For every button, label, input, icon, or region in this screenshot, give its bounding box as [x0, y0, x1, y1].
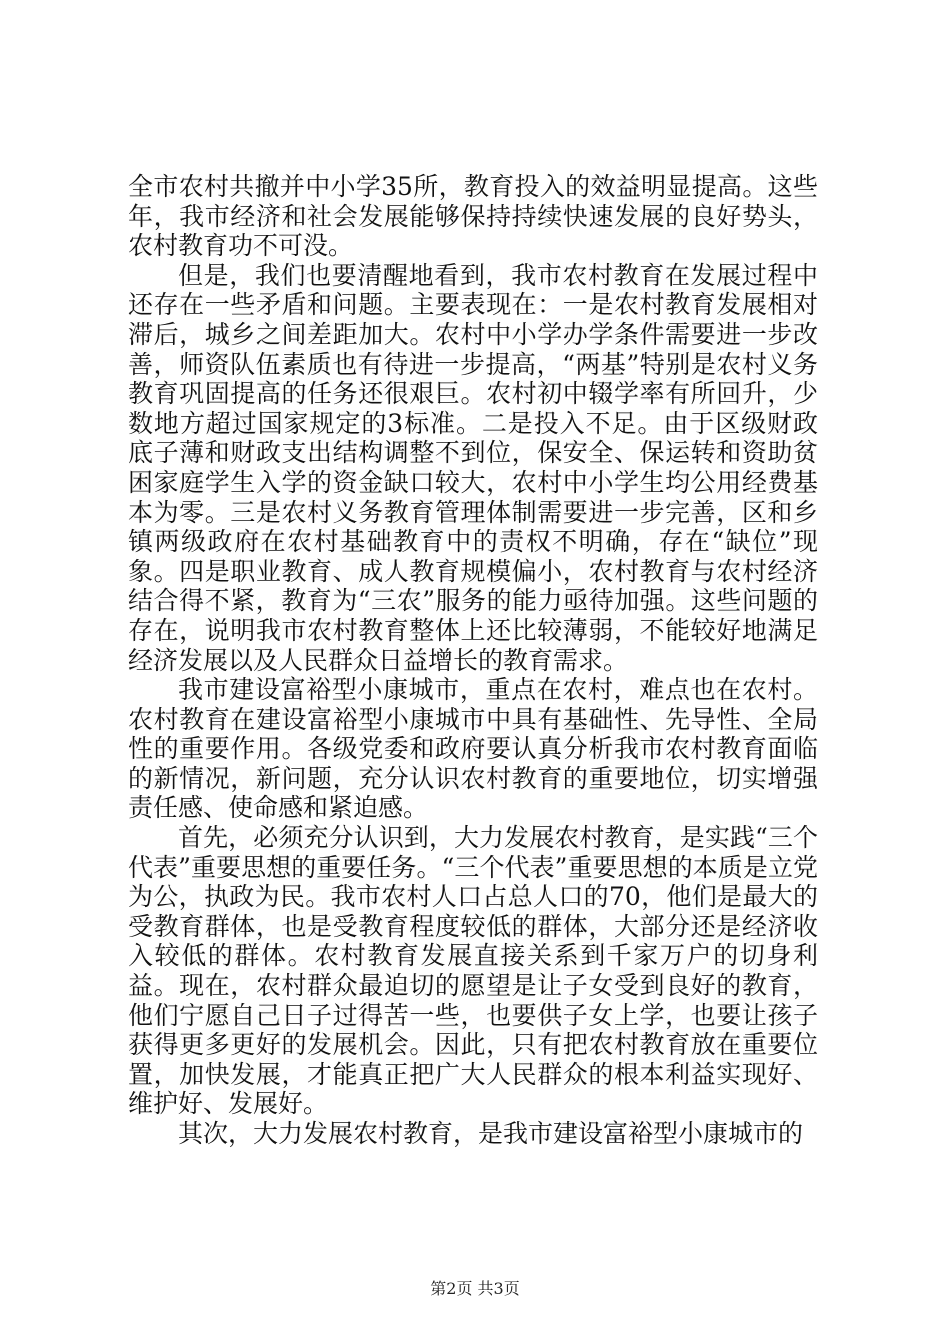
- paragraph-2: 但是，我们也要清醒地看到，我市农村教育在发展过程中还存在一些矛盾和问题。主要表现在：一是农村教育发展相对滞后，城乡之间差距加大。农村中小学办学条件需要进一步改善，师资队伍素质也有待进一步提高，“两基”特别是农村义务教育巩固提高的任务还很艰巨。农村初中辍学率有所回升，少数地方超过国家规定的3标准。二是投入不足。由于区级财政底子薄和财政支出结构调整不到位，保安全、保运转和资助贫困家庭学生入学的资金缺口较大，农村中小学生均公用经费基本为零。三是农村义务教育管理体制需要进一步完善，区和乡镇两级政府在农村基础教育中的责权不明确，存在“缺位”现象。四是职业教育、成人教育规模偏小，农村教育与农村经济结合得不紧，教育为“三农”服务的能力亟待加强。这些问题的存在，说明我市农村教育整体上还比较薄弱，不能较好地满足经济发展以及人民群众日益增长的教育需求。: [128, 260, 818, 675]
- paragraph-5: 其次，大力发展农村教育，是我市建设富裕型小康城市的: [178, 1119, 804, 1148]
- page-footer: 第2页 共3页: [430, 1279, 520, 1298]
- document-body: [128, 172, 818, 1149]
- paragraph-4: 首先，必须充分认识到，大力发展农村教育，是实践“三个代表”重要思想的重要任务。“三个代表”重要思想的本质是立党为公，执政为民。我市农村人口占总人口的70，他们是最大的受教育群体，也是受教育程度较低的群体，大部分还是经济收入较低的群体。农村教育发展直接关系到千家万户的切身利益。现在，农村群众最迫切的愿望是让子女受到良好的教育，他们宁愿自己日子过得苦一些，也要供子女上学，也要让孩子获得更多更好的发展机会。因此，只有把农村教育放在重要位置，加快发展，才能真正把广大人民群众的根本利益实现好、维护好、发展好。: [128, 823, 818, 1119]
- paragraph-1: 全市农村共撤并中小学35所，教育投入的效益明显提高。这些年，我市经济和社会发展能够保持持续快速发展的良好势头，农村教育功不可没。: [128, 172, 818, 261]
- paragraph-3: 我市建设富裕型小康城市，重点在农村，难点也在农村。农村教育在建设富裕型小康城市中具有基础性、先导性、全局性的重要作用。各级党委和政府要认真分析我市农村教育面临的新情况，新问题，充分认识农村教育的重要地位，切实增强责任感、使命感和紧迫感。: [128, 675, 818, 823]
